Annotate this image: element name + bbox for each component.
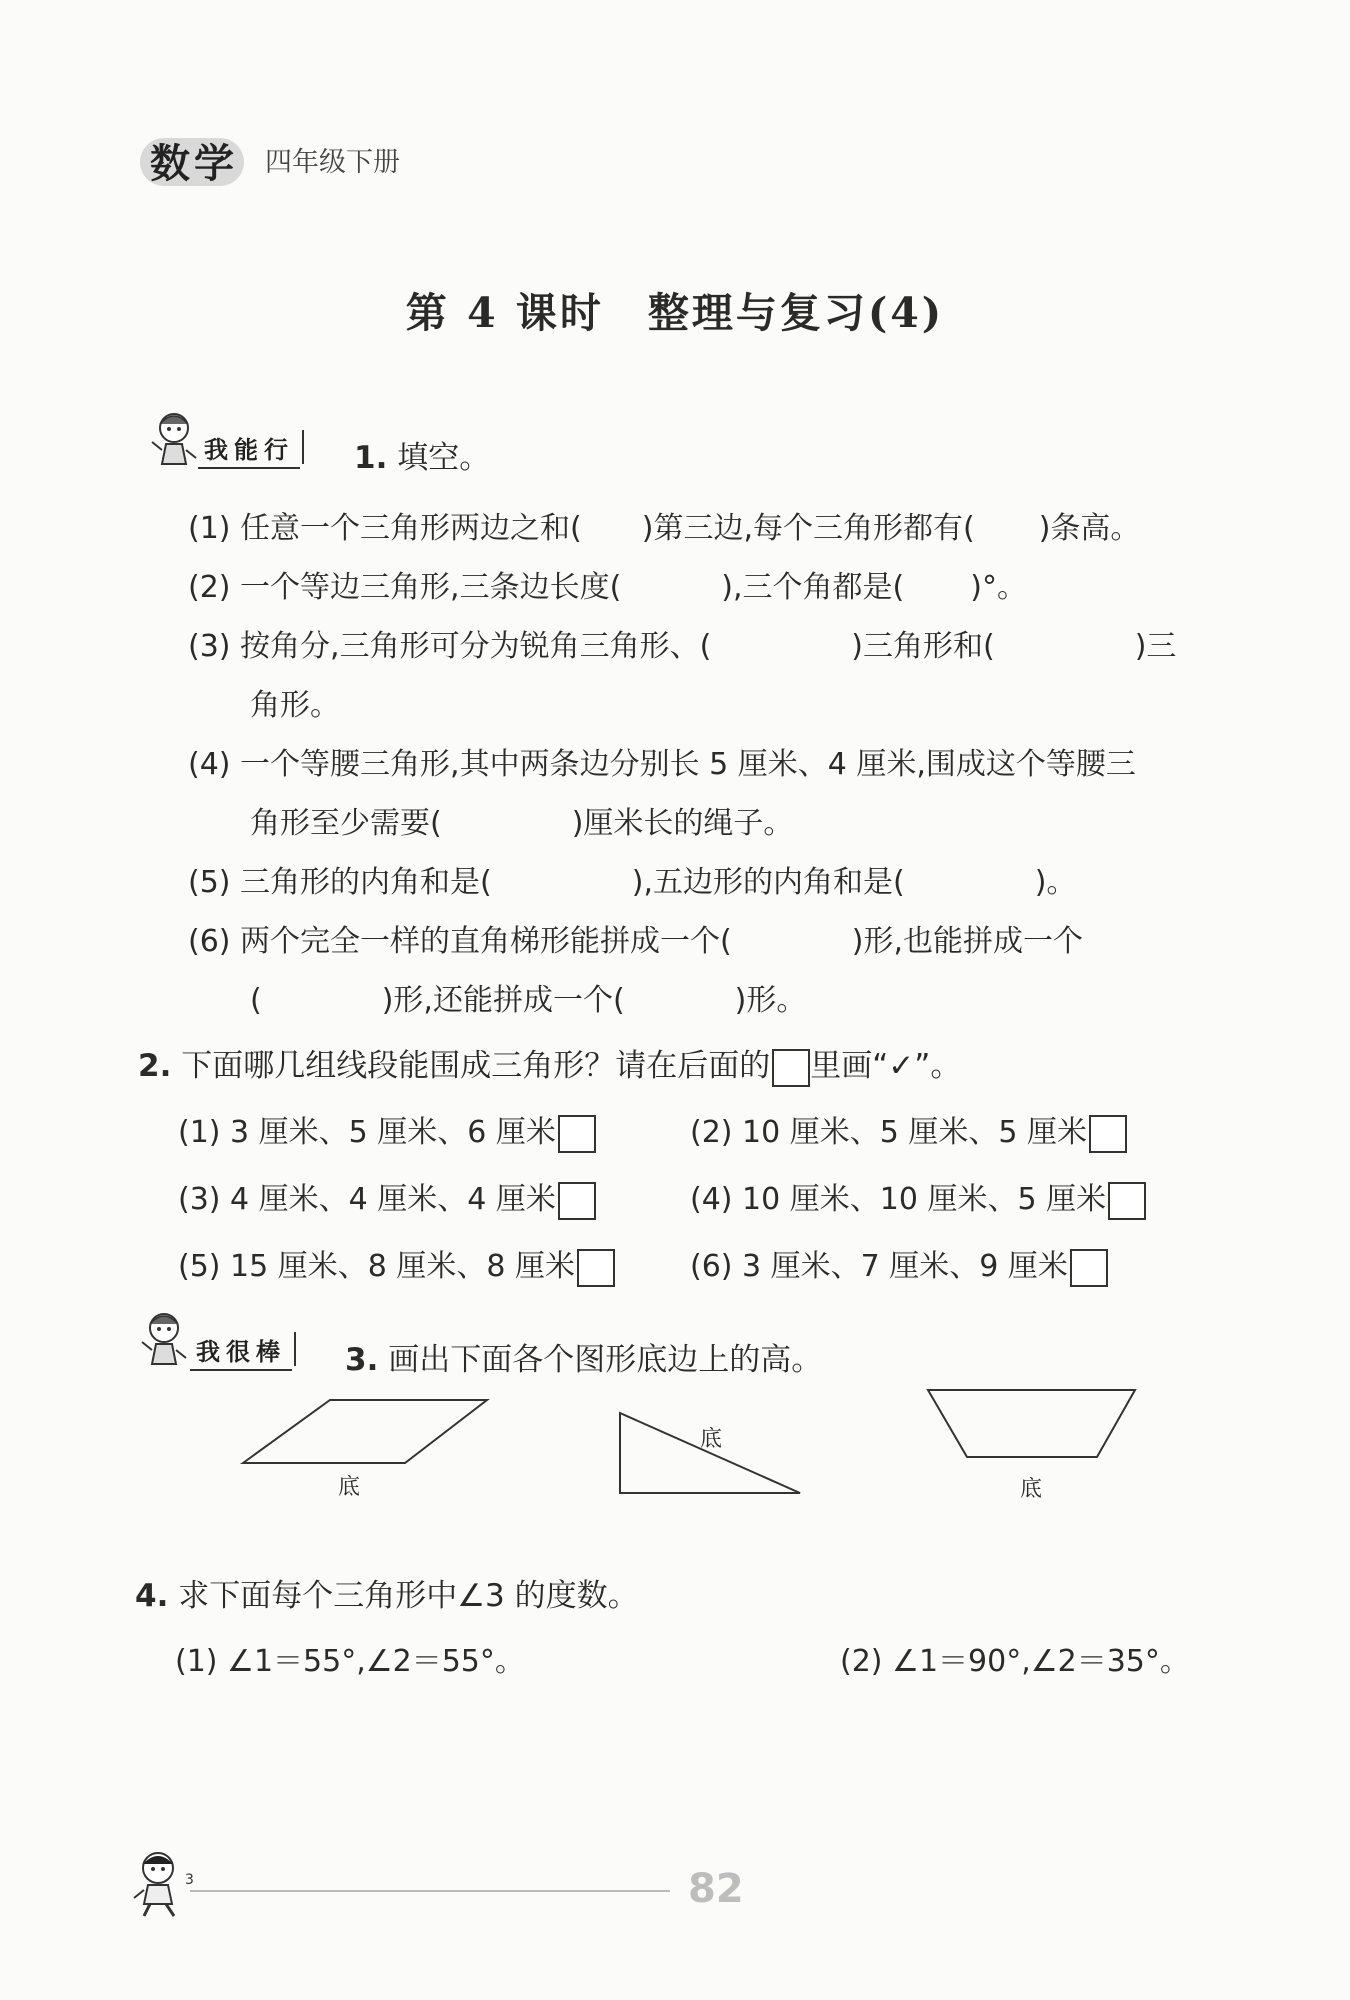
item-text: )形。 [734,983,807,1018]
item-text: 两个完全一样的直角梯形能拼成一个( [240,924,732,959]
q1-item-6-cont [250,975,806,1019]
item-text: ),三个角都是( [721,570,905,605]
option-label: (1) [178,1115,221,1150]
item-text: 角形至少需要( [250,806,442,841]
item-text: 任意一个三角形两边之和( [240,511,582,546]
q3-text: 画出下面各个图形底边上的高。 [388,1342,823,1378]
q1-item-4 [188,739,1136,783]
q1-item-4-cont [250,798,793,842]
option-label: (6) [690,1249,733,1284]
section-tag-can-do: 我能行 [198,430,300,469]
answer-checkbox[interactable] [558,1115,596,1153]
item-text: )形,还能拼成一个( [381,983,625,1018]
mascot-girl-icon [148,410,200,472]
item-text: ( [250,983,262,1018]
item-text: ),五边形的内角和是( [631,865,905,900]
parallelogram-figure[interactable] [240,1395,500,1505]
page-number: 82 [688,1866,744,1912]
q2-heading [138,1040,961,1087]
base-label-triangle: 底 [700,1427,723,1452]
item-label: (1) [188,511,231,546]
item-label: (2) [840,1644,883,1679]
q1-heading [354,432,490,477]
base-label-trapezoid: 底 [1020,1477,1043,1502]
item-label: (1) [175,1644,218,1679]
option-text: 10 厘米、10 厘米、5 厘米 [742,1182,1107,1217]
item-text: 按角分,三角形可分为锐角三角形、( [240,629,712,664]
q3-heading [345,1334,822,1379]
option-text: 3 厘米、7 厘米、9 厘米 [742,1249,1068,1284]
base-label-parallelogram: 底 [338,1475,361,1500]
option-text: 15 厘米、8 厘米、8 厘米 [230,1249,576,1284]
section-tag-great: 我很棒 [190,1332,292,1371]
mascot-girl-icon [138,1310,190,1372]
answer-checkbox[interactable] [577,1249,615,1287]
option-label: (4) [690,1182,733,1217]
q2-option-1 [178,1107,596,1153]
item-text: )第三边,每个三角形都有( [641,511,975,546]
answer-checkbox[interactable] [1089,1115,1127,1153]
item-text: )三角形和( [851,629,995,664]
q1-item-3 [188,621,1176,665]
trapezoid-figure[interactable] [925,1385,1140,1470]
footer-divider [190,1890,670,1892]
item-label: (6) [188,924,231,959]
item-text: )厘米长的绳子。 [571,806,794,841]
answer-checkbox[interactable] [1108,1182,1146,1220]
option-label: (2) [690,1115,733,1150]
option-label: (5) [178,1249,221,1284]
item-text: 一个等腰三角形,其中两条边分别长 5 厘米、4 厘米,围成这个等腰三 [240,747,1136,782]
q1-item-1 [188,503,1140,547]
q2-text-a: 下面哪几组线段能围成三角形？请在后面的 [181,1048,771,1084]
q1-item-6 [188,916,1083,960]
q1-number: 1. [354,440,388,476]
q1-text: 填空。 [397,440,491,476]
item-text: )条高。 [1038,511,1141,546]
option-text: 10 厘米、5 厘米、5 厘米 [742,1115,1088,1150]
q2-option-5 [178,1241,615,1287]
item-text: )形,也能拼成一个 [851,924,1084,959]
item-text: 三角形的内角和是( [240,865,492,900]
q4-item-1 [175,1636,525,1680]
item-label: (3) [188,629,231,664]
q2-option-3 [178,1174,596,1220]
q2-option-6 [690,1241,1108,1287]
item-text: )°。 [970,570,1027,605]
item-text: 一个等边三角形,三条边长度( [240,570,622,605]
option-text: 4 厘米、4 厘米、4 厘米 [230,1182,556,1217]
mascot-boy-icon [130,1848,190,1920]
q2-option-2 [690,1107,1127,1153]
q4-heading [135,1570,639,1615]
item-text: )三 [1134,629,1177,664]
q1-item-5 [188,857,1076,901]
answer-checkbox[interactable] [1070,1249,1108,1287]
item-label: (4) [188,747,231,782]
q4-number: 4. [135,1578,169,1614]
q2-number: 2. [138,1048,172,1084]
item-label: (2) [188,570,231,605]
answer-checkbox[interactable] [558,1182,596,1220]
triangle-figure[interactable] [615,1405,805,1505]
q4-text: 求下面每个三角形中∠3 的度数。 [178,1578,639,1614]
item-text: ∠1＝55°,∠2＝55°。 [227,1644,525,1679]
q3-number: 3. [345,1342,379,1378]
option-text: 3 厘米、5 厘米、6 厘米 [230,1115,556,1150]
lesson-title: 第 4 课时 整理与复习(4) [405,289,945,337]
item-text: )。 [1034,865,1077,900]
option-label: (3) [178,1182,221,1217]
footer-mark: 3 [185,1872,194,1888]
header-subject: 数学 [150,141,238,187]
q2-option-4 [690,1174,1146,1220]
q1-item-3-cont: 角形。 [250,688,340,723]
header-grade: 四年级下册 [265,147,400,178]
sample-checkbox [772,1049,810,1087]
q1-item-2 [188,562,1027,606]
q2-text-b: 里画“✓”。 [810,1048,962,1084]
q4-item-2 [840,1636,1190,1680]
item-text: ∠1＝90°,∠2＝35°。 [892,1644,1190,1679]
item-label: (5) [188,865,231,900]
